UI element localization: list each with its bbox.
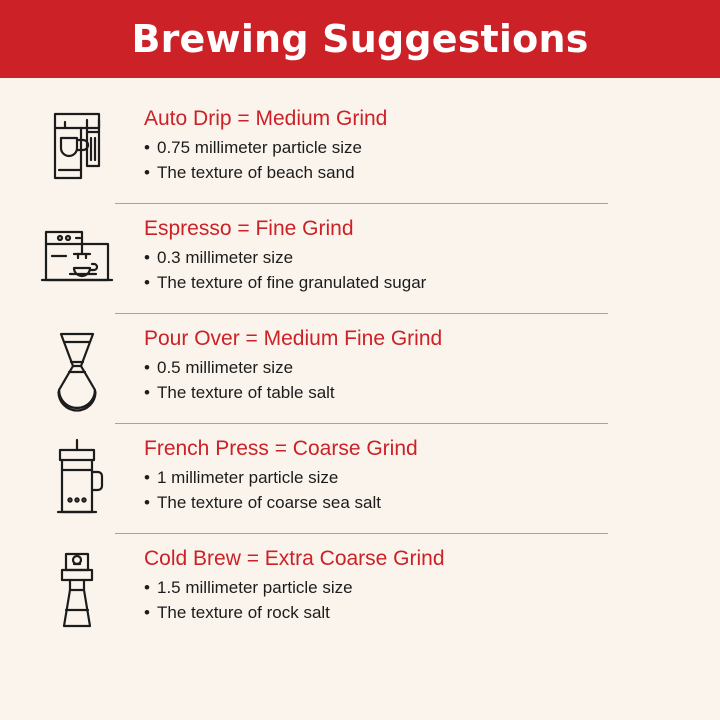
bullet-text: 0.75 millimeter particle size xyxy=(157,138,363,158)
bullet-item xyxy=(144,381,720,406)
bullet-dot: • xyxy=(144,272,150,292)
list-item xyxy=(0,314,720,424)
method-text-block xyxy=(136,430,720,515)
cold-brew-tower-icon xyxy=(18,540,136,634)
french-press-icon xyxy=(18,430,136,524)
method-text-block xyxy=(136,540,720,625)
brewing-method-list xyxy=(0,78,720,720)
list-item xyxy=(0,204,720,314)
page-title: Brewing Suggestions xyxy=(131,17,589,61)
method-title: Espresso = Fine Grind xyxy=(144,217,354,240)
bullet-text: The texture of rock salt xyxy=(157,602,330,622)
bullet-item xyxy=(144,576,720,601)
bullet-dot: • xyxy=(144,138,150,158)
bullet-item xyxy=(144,601,720,626)
bullet-text: 0.3 millimeter size xyxy=(157,248,294,268)
bullet-dot: • xyxy=(144,248,150,268)
method-bullets xyxy=(144,466,720,515)
bullet-dot: • xyxy=(144,162,150,182)
method-bullets xyxy=(144,356,720,405)
bullet-item xyxy=(144,271,720,296)
bullet-dot: • xyxy=(144,602,150,622)
method-text-block xyxy=(136,320,720,405)
bullet-item xyxy=(144,356,720,381)
bullet-item xyxy=(144,491,720,516)
bullet-dot: • xyxy=(144,492,150,512)
list-item xyxy=(0,424,720,534)
method-text-block xyxy=(136,210,720,295)
header-banner xyxy=(0,0,720,78)
bullet-text: The texture of table salt xyxy=(157,382,335,402)
auto-drip-coffee-maker-icon xyxy=(18,100,136,188)
list-item xyxy=(0,534,720,644)
method-bullets xyxy=(144,136,720,185)
bullet-item xyxy=(144,246,720,271)
method-title: Cold Brew = Extra Coarse Grind xyxy=(144,547,445,570)
method-title: Pour Over = Medium Fine Grind xyxy=(144,327,443,350)
bullet-dot: • xyxy=(144,468,150,488)
bullet-item xyxy=(144,136,720,161)
list-item xyxy=(0,94,720,204)
bullet-dot: • xyxy=(144,358,150,378)
bullet-item xyxy=(144,466,720,491)
method-title: Auto Drip = Medium Grind xyxy=(144,107,388,130)
bullet-text: The texture of beach sand xyxy=(157,162,355,182)
pour-over-chemex-icon xyxy=(18,320,136,414)
method-bullets xyxy=(144,246,720,295)
bullet-text: 1 millimeter particle size xyxy=(157,468,339,488)
method-title: French Press = Coarse Grind xyxy=(144,437,418,460)
bullet-dot: • xyxy=(144,578,150,598)
method-bullets xyxy=(144,576,720,625)
bullet-item xyxy=(144,161,720,186)
bullet-dot: • xyxy=(144,382,150,402)
bullet-text: The texture of coarse sea salt xyxy=(157,492,381,512)
method-text-block xyxy=(136,100,720,185)
espresso-machine-icon xyxy=(18,210,136,292)
bullet-text: 1.5 millimeter particle size xyxy=(157,578,353,598)
bullet-text: The texture of fine granulated sugar xyxy=(157,272,427,292)
bullet-text: 0.5 millimeter size xyxy=(157,358,294,378)
